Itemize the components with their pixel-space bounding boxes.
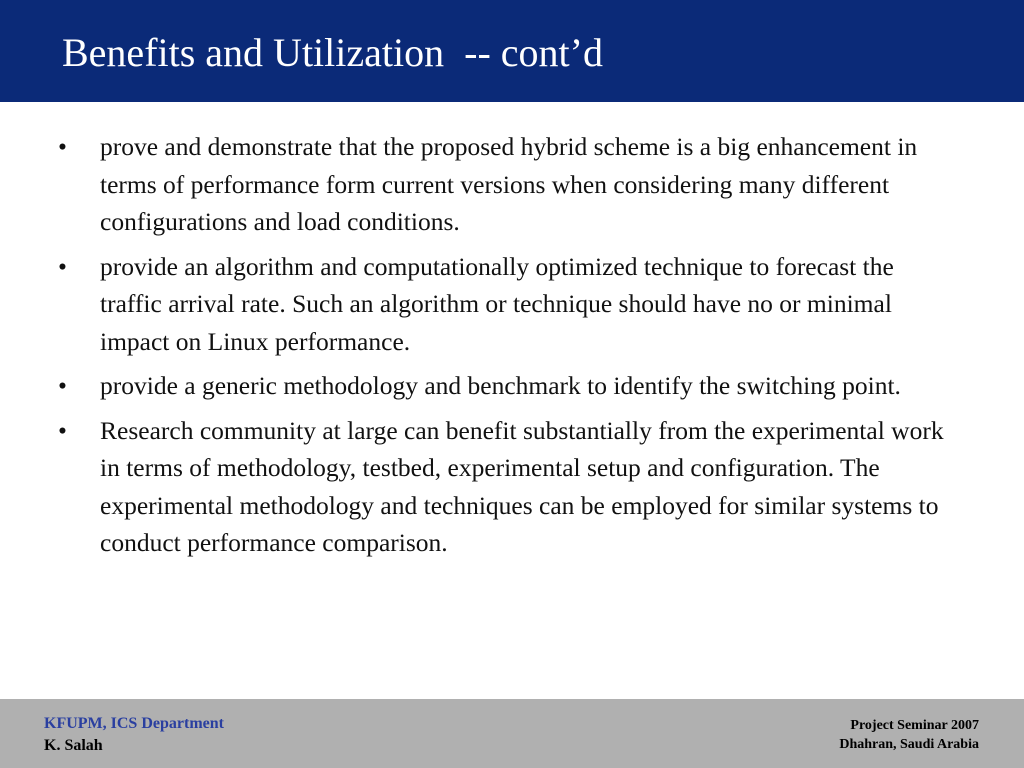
bullet-icon: • [58, 251, 67, 281]
footer-left [44, 713, 224, 757]
bullet-item [58, 128, 958, 241]
bullet-item [58, 367, 958, 405]
bullet-item [58, 412, 958, 562]
title-bar [0, 0, 1024, 102]
bullet-text: Research community at large can benefit substantially from the experimental work in terms of methodology, testbed, experimental setup and configuration. The experimental methodology and techniques can be employed for similar systems to conduct performance comparison. [100, 415, 944, 557]
bullet-icon: • [58, 371, 67, 400]
bullet-list [58, 128, 958, 569]
footer-bar [0, 699, 1024, 768]
footer-author: K. Salah [44, 737, 103, 754]
bullet-icon: • [58, 132, 67, 161]
footer-right [839, 716, 979, 754]
bullet-text: provide an algorithm and computationally optimized technique to forecast the traffic arrival rate. Such an algorithm or technique should have no or minimal impact on Linux performance. [100, 251, 894, 356]
bullet-icon: • [58, 415, 67, 445]
footer-organization: KFUPM, ICS Department [44, 715, 224, 732]
bullet-text: prove and demonstrate that the proposed hybrid scheme is a big enhancement in terms of performance form current versions when considering many different configurations and load conditions. [100, 132, 918, 236]
bullet-item [58, 248, 958, 361]
slide-title: Benefits and Utilization -- cont’d [62, 30, 603, 75]
footer-location: Dhahran, Saudi Arabia [839, 737, 979, 752]
bullet-text: provide a generic methodology and benchmark to identify the switching point. [100, 371, 901, 400]
footer-event: Project Seminar 2007 [850, 718, 979, 733]
